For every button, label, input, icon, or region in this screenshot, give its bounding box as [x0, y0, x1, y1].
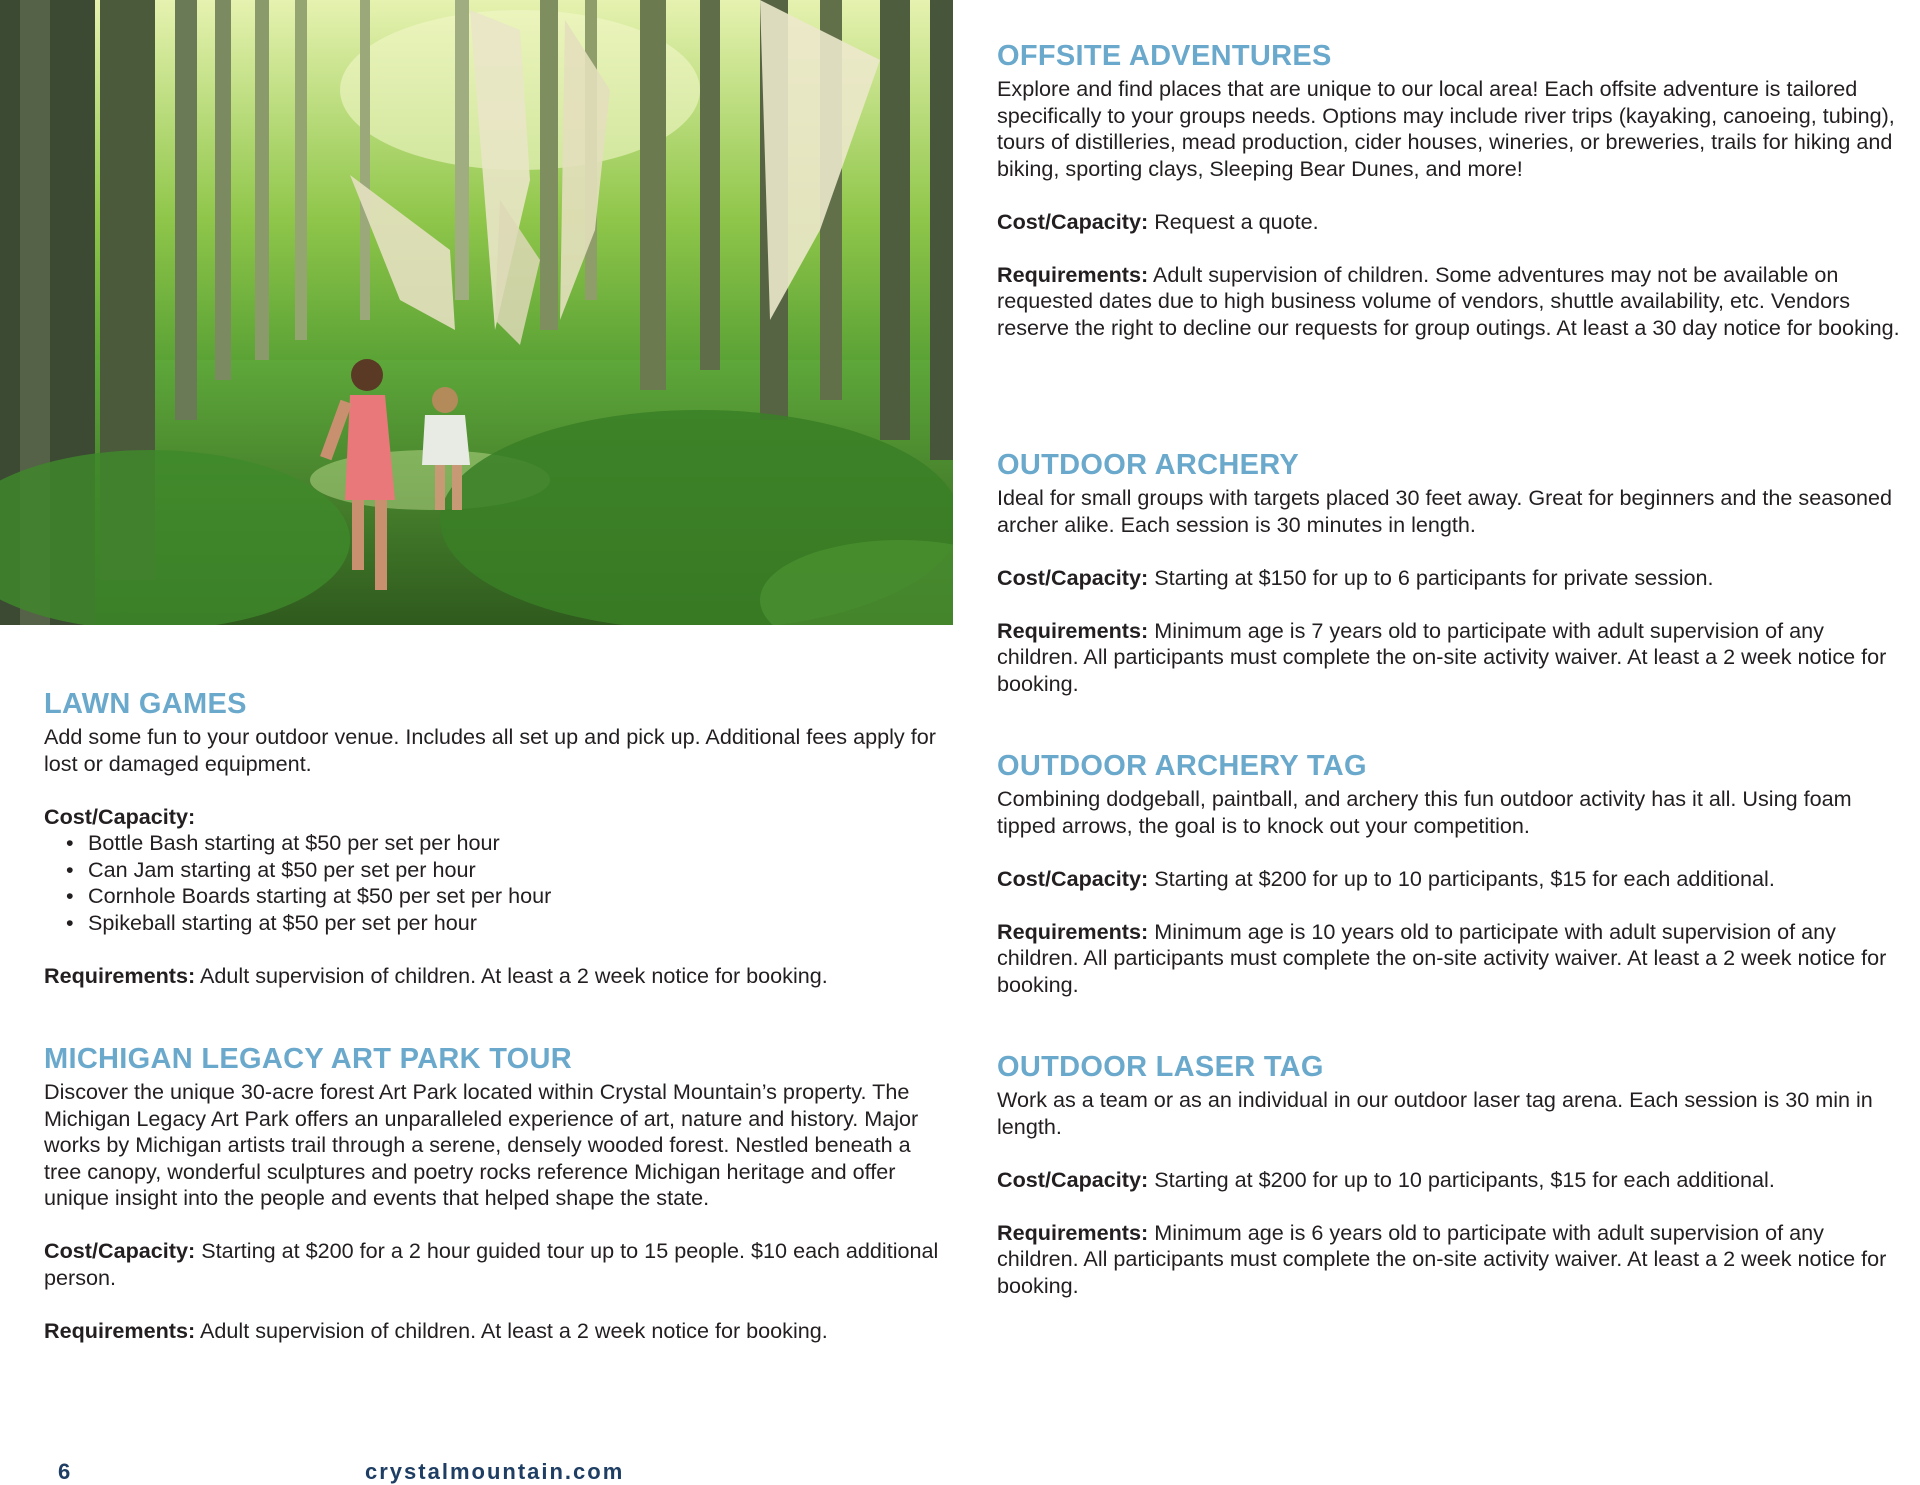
archery-description: Ideal for small groups with targets placed 30 feet away. Great for beginners and the seasoned archer alike. Each session is 30 minutes in length.: [997, 485, 1893, 537]
offsite-title: OFFSITE ADVENTURES: [997, 40, 1332, 72]
offsite-cost: [997, 209, 1907, 236]
cost-label: Cost/Capacity:: [997, 1166, 1149, 1192]
outdoor-archery-tag-section: [997, 750, 1907, 998]
archery-tag-description: Combining dodgeball, paintball, and archery this fun outdoor activity has it all. Using foam tipped arrows, the goal is to knock out your competition.: [997, 786, 1852, 838]
art-park-section: [44, 1043, 949, 1344]
laser-tag-description: Work as a team or as an individual in our outdoor laser tag arena. Each session is 30 min in length.: [997, 1087, 1873, 1139]
requirements-label: Requirements:: [44, 1317, 196, 1343]
list-item: • Can Jam starting at $50 per set per hour: [44, 857, 949, 884]
requirements-label: Requirements:: [997, 1219, 1149, 1245]
requirements-text: Adult supervision of children. At least a 2 week notice for booking.: [195, 962, 828, 988]
requirements-label: Requirements:: [997, 617, 1149, 643]
website-url: crystalmountain.com: [365, 1459, 625, 1484]
requirements-label: Requirements:: [997, 918, 1149, 944]
art-park-description: Discover the unique 30-acre forest Art Park located within Crystal Mountain’s property. The Michigan Legacy Art Park offers an unparalleled experience of art, nature and history. Major works by Michigan artists trail through a serene, densely wooded forest. Nestled beneath a tree canopy, wonderful sculptures and poetry rocks reference Michigan heritage and offer unique insight into the people and events that helped shape the state.: [44, 1079, 919, 1210]
lawn-games-cost-list: [44, 830, 949, 936]
list-item: • Spikeball starting at $50 per set per hour: [44, 910, 949, 937]
archery-tag-title: OUTDOOR ARCHERY TAG: [997, 750, 1367, 782]
cost-label: Cost/Capacity:: [997, 208, 1149, 234]
lawn-games-title: LAWN GAMES: [44, 688, 247, 720]
cost-text: Starting at $200 for a 2 hour guided tour up to 15 people. $10 each additional person.: [44, 1238, 939, 1290]
requirements-text: Adult supervision of children. Some adventures may not be available on requested dates due to high business volume of vendors, shuttle availability, etc. Vendors reserve the right to decline our requests for group outings. At least a 30 day notice for booking.: [997, 261, 1900, 340]
cost-label: Cost/Capacity:: [997, 564, 1149, 590]
cost-text: Starting at $150 for up to 6 participants for private session.: [1148, 564, 1714, 590]
art-park-title: MICHIGAN LEGACY ART PARK TOUR: [44, 1043, 573, 1075]
archery-cost: [997, 565, 1907, 592]
archery-requirements: [997, 618, 1907, 698]
laser-tag-requirements: [997, 1220, 1907, 1300]
requirements-text: Adult supervision of children. At least a 2 week notice for booking.: [195, 1317, 828, 1343]
requirements-text: Minimum age is 10 years old to participate with adult supervision of any children. All participants must complete the on-site activity waiver. At least a 2 week notice for booking.: [997, 918, 1887, 997]
forest-art-park-photo: [0, 0, 953, 625]
offsite-description: Explore and find places that are unique to our local area! Each offsite adventure is tailored specifically to your groups needs. Options may include river trips (kayaking, canoeing, tubing), tours of distilleries, mead production, cider houses, wineries, or breweries, trails for hiking and biking, sporting clays, Sleeping Bear Dunes, and more!: [997, 76, 1895, 181]
cost-text: Request a quote.: [1148, 208, 1319, 234]
list-item: • Cornhole Boards starting at $50 per set per hour: [44, 883, 949, 910]
cost-label: Cost/Capacity:: [44, 1238, 196, 1263]
lawn-games-cost-label: [44, 804, 949, 831]
requirements-label: Requirements:: [44, 962, 196, 988]
art-park-requirements: [44, 1318, 949, 1345]
page-number: 6: [58, 1459, 71, 1484]
requirements-label: Requirements:: [997, 261, 1149, 287]
outdoor-archery-section: [997, 449, 1907, 697]
outdoor-laser-tag-section: [997, 1051, 1907, 1299]
lawn-games-description: Add some fun to your outdoor venue. Includes all set up and pick up. Additional fees apply for lost or damaged equipment.: [44, 724, 936, 776]
requirements-text: Minimum age is 7 years old to participate with adult supervision of any children. All participants must complete the on-site activity waiver. At least a 2 week notice for booking.: [997, 617, 1887, 696]
cost-label: Cost/Capacity:: [997, 865, 1149, 891]
lawn-games-requirements: [44, 963, 949, 990]
offsite-adventures-section: [997, 40, 1907, 341]
offsite-requirements: [997, 262, 1907, 342]
laser-tag-title: OUTDOOR LASER TAG: [997, 1051, 1324, 1083]
list-item: • Bottle Bash starting at $50 per set per hour: [44, 830, 949, 857]
archery-title: OUTDOOR ARCHERY: [997, 449, 1300, 481]
laser-tag-cost: [997, 1167, 1907, 1194]
cost-label: Cost/Capacity:: [44, 803, 196, 829]
cost-text: Starting at $200 for up to 10 participants, $15 for each additional.: [1148, 865, 1775, 891]
cost-text: Starting at $200 for up to 10 participants, $15 for each additional.: [1148, 1166, 1775, 1192]
archery-tag-requirements: [997, 919, 1907, 999]
requirements-text: Minimum age is 6 years old to participate with adult supervision of any children. All participants must complete the on-site activity waiver. At least a 2 week notice for booking.: [997, 1219, 1887, 1298]
art-park-cost: [44, 1238, 949, 1291]
lawn-games-section: [44, 688, 949, 989]
archery-tag-cost: [997, 866, 1907, 893]
